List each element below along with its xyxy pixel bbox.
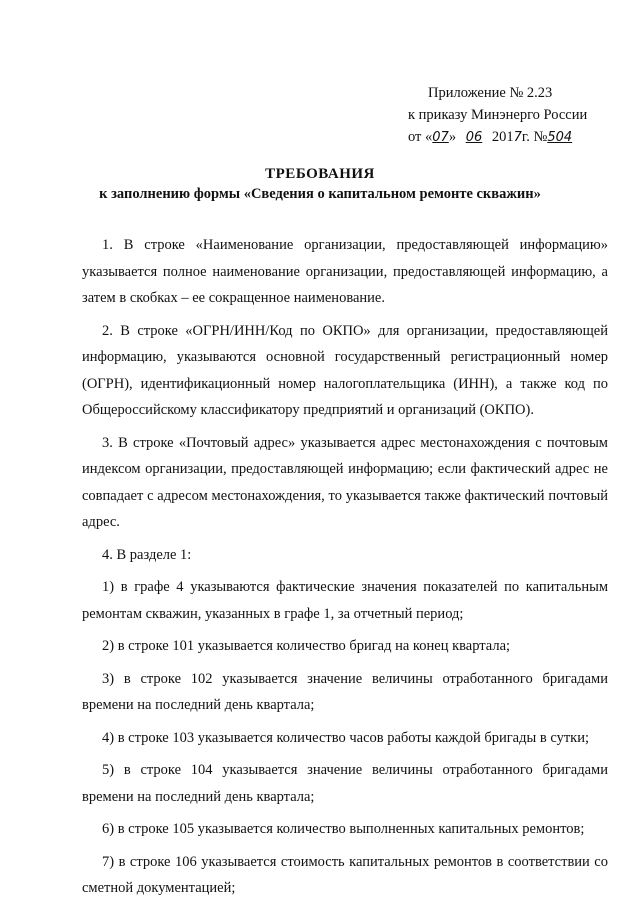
date-year-digit: 7 xyxy=(513,130,522,145)
appendix-order: к приказу Минэнерго России xyxy=(408,107,588,123)
document-body xyxy=(82,232,608,908)
paragraph-4-2: 2) в строке 101 указывается количество бригад на конец квартала; xyxy=(102,638,511,654)
appendix-date-line xyxy=(408,126,618,149)
paragraph-1: 1. В строке «Наименование организации, предоставляющей информацию» указывается полное наименование организации, предоставляющей информацию, а затем в скобках – ее сокращенное наименование. xyxy=(82,237,608,306)
paragraph-4-7: 7) в строке 106 указывается стоимость капитальных ремонтов в соответствии со сметной документацией; xyxy=(82,853,608,896)
paragraph-4-4: 4) в строке 103 указывается количество часов работы каждой бригады в сутки; xyxy=(102,729,589,746)
paragraph-4-1: 1) в графе 4 указываются фактические значения показателей по капитальным ремонтам скважин, указанных в графе 1, за отчетный период; xyxy=(82,579,608,622)
paragraph-4-6: 6) в строке 105 указывается количество выполненных капитальных ремонтов; xyxy=(102,821,585,837)
paragraph-2: 2. В строке «ОГРН/ИНН/Код по ОКПО» для организации, предоставляющей информацию, указываются основной государственный регистрационный номер (ОГРН), идентификационный номер налогоплательщика (ИНН), а также код по Общероссийскому классификатору предприятий и организаций (ОКПО). xyxy=(82,322,608,418)
paragraph-4-5: 5) в строке 104 указывается значение величины отработанного бригадами времени на последний день квартала; xyxy=(82,762,608,805)
paragraph-3: 3. В строке «Почтовый адрес» указывается адрес местонахождения с почтовым индексом организации, предоставляющей информацию; если фактический адрес не совпадает с адресом местонахождения, то указывается также фактический почтовый адрес. xyxy=(82,434,608,530)
paragraph-4: 4. В разделе 1: xyxy=(102,546,192,563)
document-subtitle: к заполнению формы «Сведения о капитальном ремонте скважин» xyxy=(99,186,541,202)
date-year-suffix: г. № xyxy=(521,129,548,145)
appendix-block xyxy=(408,82,618,149)
paragraph-4-3: 3) в строке 102 указывается значение величины отработанного бригадами времени на последний день квартала; xyxy=(82,670,608,713)
date-year-prefix: 201 xyxy=(491,129,514,145)
date-prefix: от « xyxy=(408,129,433,145)
date-month: 06 xyxy=(465,130,483,145)
order-number: 504 xyxy=(547,130,573,145)
appendix-number: Приложение № 2.23 xyxy=(428,85,553,101)
date-day: 07 xyxy=(432,130,449,145)
date-mid: » xyxy=(448,129,457,145)
document-title: ТРЕБОВАНИЯ xyxy=(265,166,375,182)
